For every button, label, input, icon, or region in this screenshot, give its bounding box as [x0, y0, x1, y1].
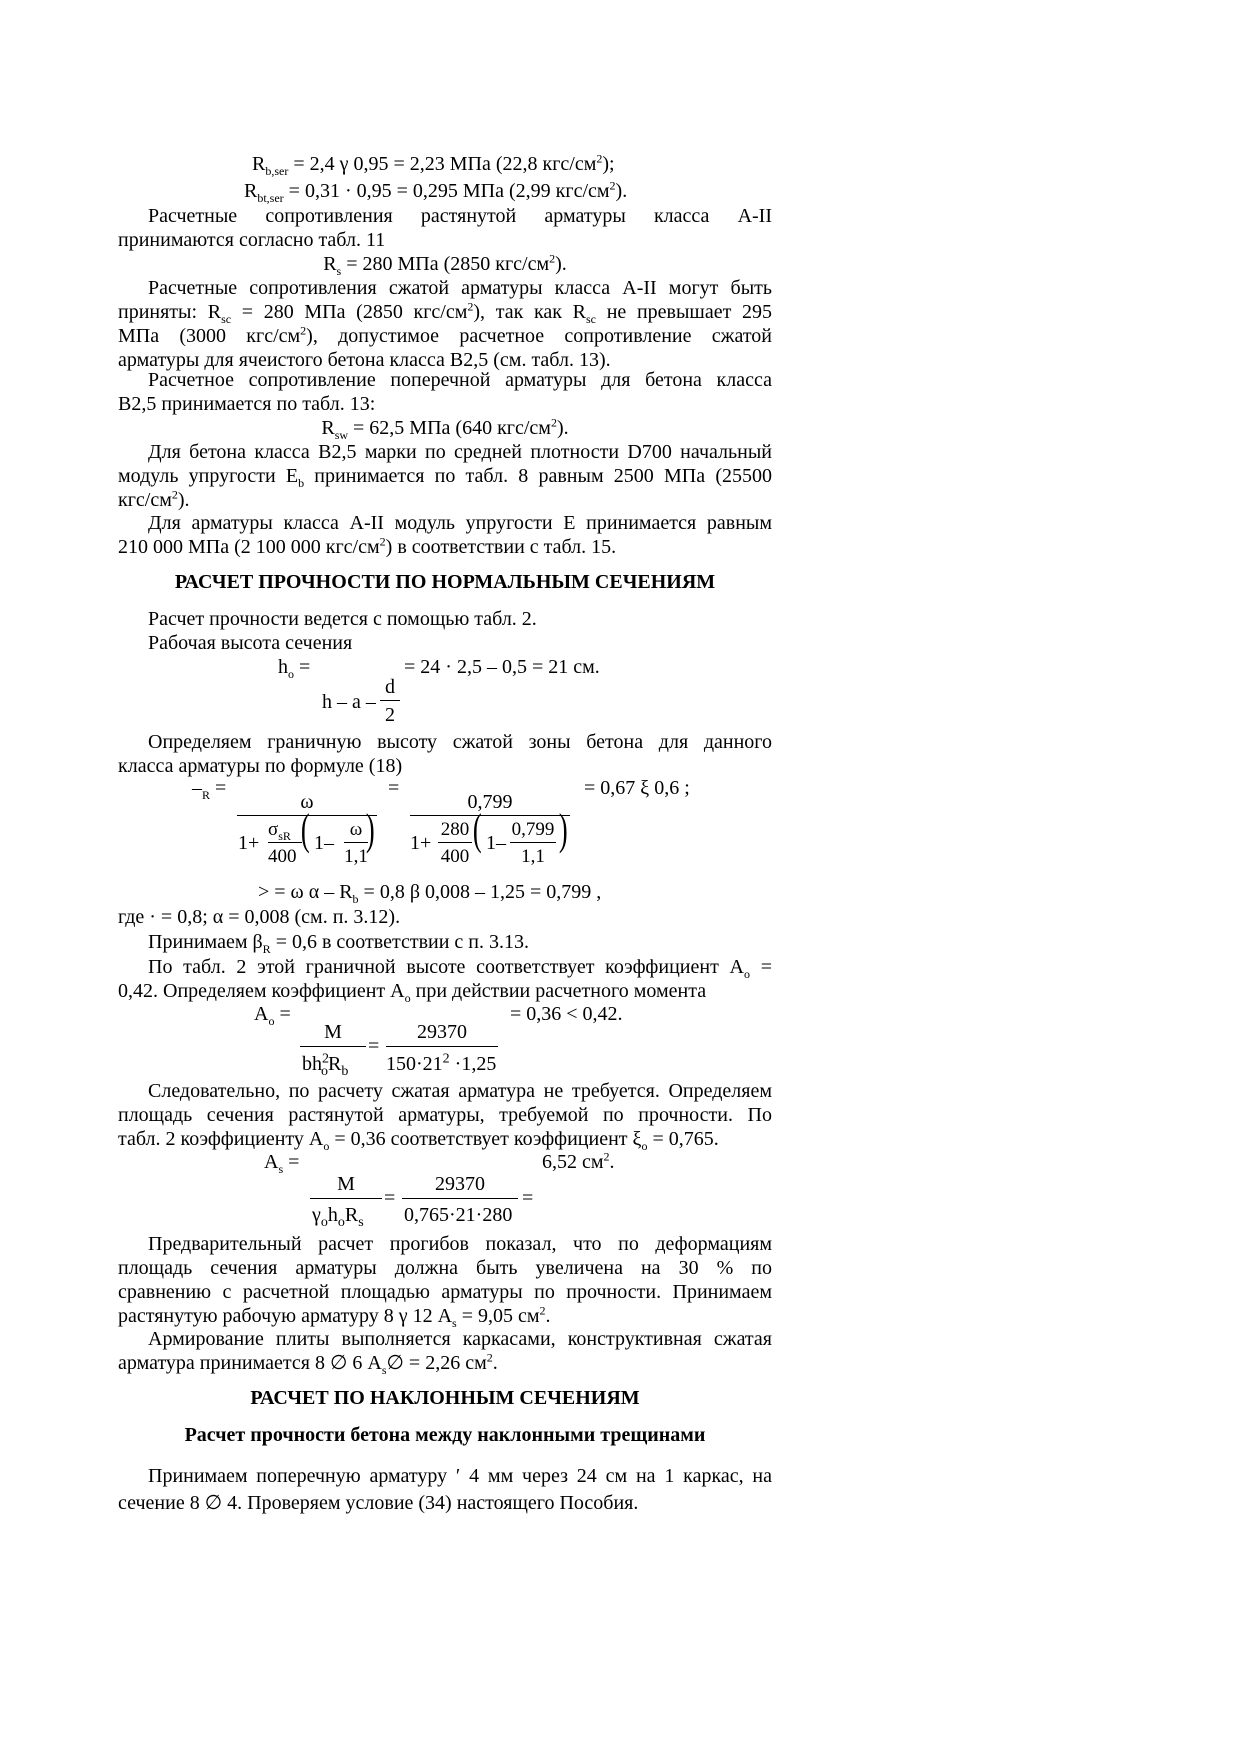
equation-rbtser: $R_{bt,ser} = 0,31 \cdot 0,95 = 0,295$ МПа (2,99 кгс/$см^2$). — [244, 178, 628, 205]
paragraph-reinforcement: Армирование плиты выполняется каркасами, конструктивная сжатая арматура принимается 8 ∅ 6 $A_s\emptyset = 2,26$ $см^2$. — [118, 1328, 772, 1377]
paragraph-tension-area: Следовательно, по расчету сжатая арматура не требуется. Определяем площадь сечения растянутой арматуры, требуемой по прочности. По табл. 2 коэффициенту $A_o = 0,36$ соответствует коэффициент $\xi_o = 0,765$. — [118, 1080, 772, 1153]
paragraph-rebar-modulus: Для арматуры класса А-II модуль упругости E принимается равным 210 000 МПа (2 100 000 кгс/$см^2$) в соответствии с табл. 15. — [118, 512, 772, 558]
equation-rsw: $R_{sw} = 62,5$ МПа (640 кгс/$см^2$). — [321, 415, 569, 442]
paragraph-transverse-rebar: Принимаем поперечную арматуру ′ 4 мм через 24 см на 1 каркас, на сечение 8 ∅ 4. Проверяем условие (34) настоящего Пособия. — [118, 1465, 772, 1514]
paragraph-compressive-resistance: Расчетные сопротивления сжатой арматуры класса А-II могут быть приняты: $R_{sc} = 280$ МПа (2850 кгс/$см^2$), так как $R_{sc}$ не превышает 295 МПа (3000 кгс/$см^2$), допустимое расчетное сопротивление сжатой арматуры для ячеистого бетона класса B2,5 (см. табл. 13). — [118, 277, 772, 371]
text-accept-beta: Принимаем $\beta_R = 0,6$ в соответствии с п. 3.13. — [148, 931, 529, 956]
equation-omega: > = ω $\alpha - R_b = 0,8$ β 0,008 – 1,25 = 0,799 , — [258, 881, 602, 906]
text-where: где · = 0,8; α = 0,008 (см. п. 3.12). — [118, 906, 401, 928]
paragraph-boundary-height: Определяем граничную высоту сжатой зоны бетона для данного класса арматуры по формуле (18) — [118, 731, 772, 777]
equation-rbser: $R_{b,ser} = 2,4$ γ 0,95 = 2,23 МПа (22,8 кгс/$см^2$); — [252, 151, 615, 178]
section-heading-inclined: РАСЧЕТ ПО НАКЛОННЫМ СЕЧЕНИЯМ — [250, 1387, 640, 1409]
paragraph-calc-table: Расчет прочности ведется с помощью табл. 2. Рабочая высота сечения — [148, 608, 537, 654]
paragraph-tensile-resistance: Расчетные сопротивления растянутой арматуры класса А-II принимаются согласно табл. 11 — [118, 205, 772, 251]
paragraph-coefficient-ao: По табл. 2 этой граничной высоте соответствует коэффициент $A_o$ = 0,42. Определяем коэффициент $A_o$ при действии расчетного момента — [118, 956, 772, 1005]
equation-rs: $R_s = 280$ МПа (2850 кгс/$см^2$). — [323, 251, 567, 278]
subsection-heading-cracks: Расчет прочности бетона между наклонными трещинами — [184, 1424, 706, 1446]
section-heading-normal: РАСЧЕТ ПРОЧНОСТИ ПО НОРМАЛЬНЫМ СЕЧЕНИЯМ — [174, 571, 716, 593]
paragraph-deflection: Предварительный расчет прогибов показал, что по деформациям площадь сечения арматуры должна быть увеличена на 30 % по сравнению с расчетной площадью арматуры по прочности. Принимаем растянутую рабочую арматуру 8 γ 12 $A_s = 9,05$ $см^2$. — [118, 1233, 772, 1330]
paragraph-concrete-modulus: Для бетона класса B2,5 марки по средней плотности D700 начальный модуль упругости $E_b$ принимается по табл. 8 равным 2500 МПа (25500 кгс/$см^2$). — [118, 441, 772, 511]
paragraph-transverse-resistance: Расчетное сопротивление поперечной арматуры для бетона класса B2,5 принимается по табл. 13: — [118, 369, 772, 415]
